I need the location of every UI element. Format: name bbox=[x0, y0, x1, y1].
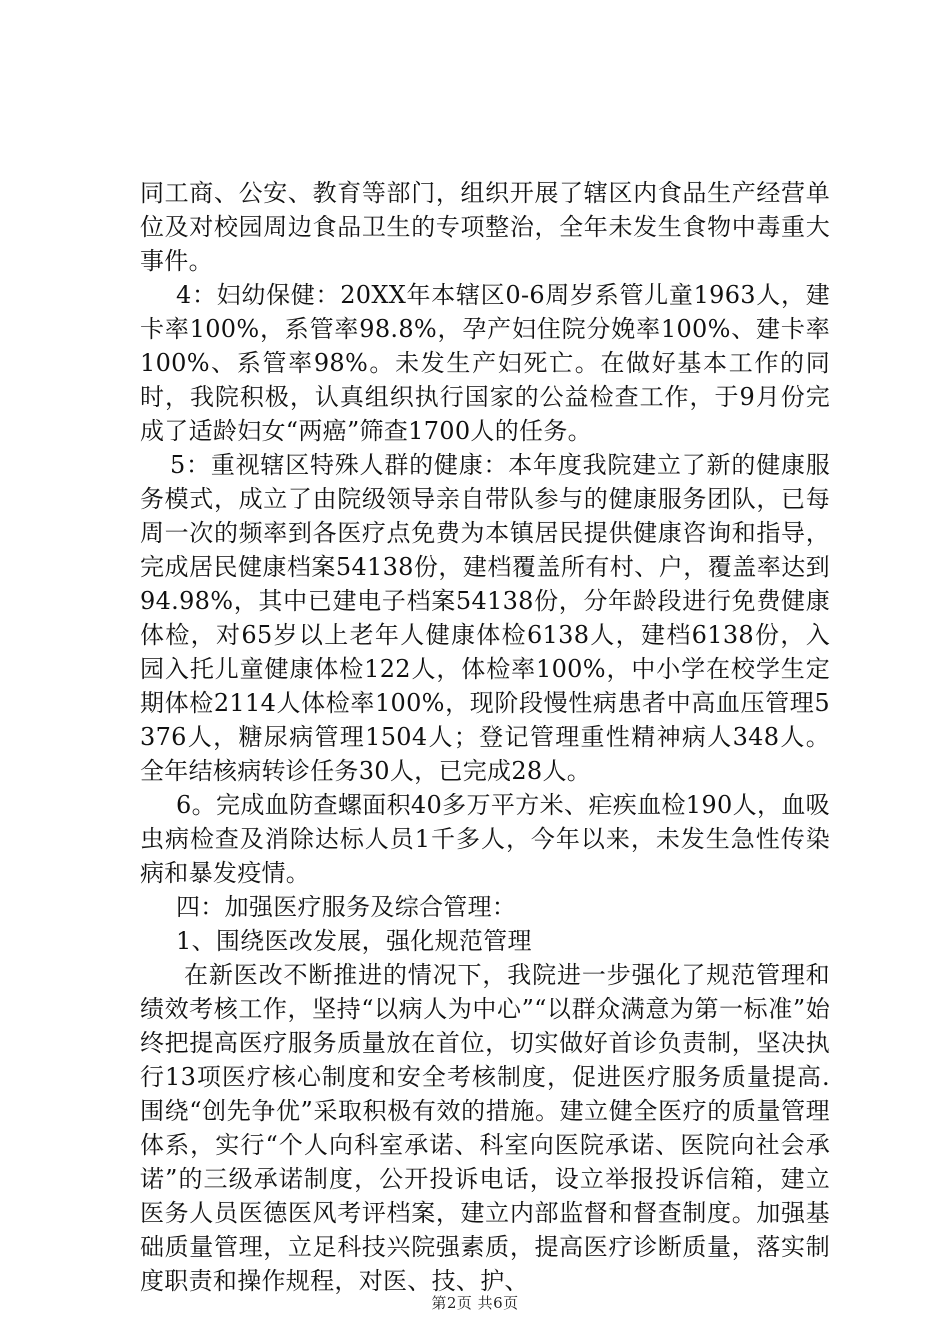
page-number-footer: 第2页 共6页 bbox=[431, 1294, 519, 1312]
paragraph-disease-control: 6。完成血防查螺面积40多万平方米、疟疾血检190人，血吸虫病检查及消除达标人员1千多人，今年以来，未发生急性传染病和暴发疫情。 bbox=[140, 791, 830, 887]
subheading-medical-reform: 1、围绕医改发展，强化规范管理 bbox=[176, 927, 532, 955]
section-heading-medical-service: 四：加强医疗服务及综合管理： bbox=[176, 893, 517, 921]
paragraph-maternal-child-health: 4：妇幼保健：20XX年本辖区0-6周岁系管儿童1963人，建卡率100%，系管率98.8%，孕产妇住院分娩率100%、建卡率100%、系管率98%。未发生产妇死亡。在做好基本工作的同时，我院积极，认真组织执行国家的公益检查工作，于9月份完成了适龄妇女“两癌”筛查1700人的任务。 bbox=[140, 281, 830, 445]
paragraph-special-groups-health: 5：重视辖区特殊人群的健康：本年度我院建立了新的健康服务模式，成立了由院级领导亲自带队参与的健康服务团队，已每周一次的频率到各医疗点免费为本镇居民提供健康咨询和指导，完成居民健康档案54138份，建档覆盖所有村、户，覆盖率达到94.98%，其中已建电子档案54138份，分年龄段进行免费健康体检，对65岁以上老年人健康体检6138人，建档6138份，入园入托儿童健康体检122人，体检率100%，中小学在校学生定期体检2114人体检率100%，现阶段慢性病患者中高血压管理5376人，糖尿病管理1504人；登记管理重性精神病人348人。全年结核病转诊任务30人，已完成28人。 bbox=[140, 451, 830, 785]
paragraph-quality-management: 在新医改不断推进的情况下，我院进一步强化了规范管理和绩效考核工作，坚持“以病人为中心”“以群众满意为第一标准”始终把提高医疗服务质量放在首位，切实做好首诊负责制，坚决执行13项医疗核心制度和安全考核制度，促进医疗服务质量提高.围绕“创先争优”采取积极有效的措施。建立健全医疗的质量管理体系，实行“个人向科室承诺、科室向医院承诺、医院向社会承诺”的三级承诺制度，公开投诉电话，设立举报投诉信箱，建立医务人员医德医风考评档案，建立内部监督和督查制度。加强基础质量管理，立足科技兴院强素质，提高医疗诊断质量，落实制度职责和操作规程，对医、技、护、 bbox=[140, 961, 830, 1295]
document-body bbox=[140, 176, 830, 1298]
paragraph-food-safety: 同工商、公安、教育等部门，组织开展了辖区内食品生产经营单位及对校园周边食品卫生的专项整治，全年未发生食物中毒重大事件。 bbox=[140, 179, 830, 275]
